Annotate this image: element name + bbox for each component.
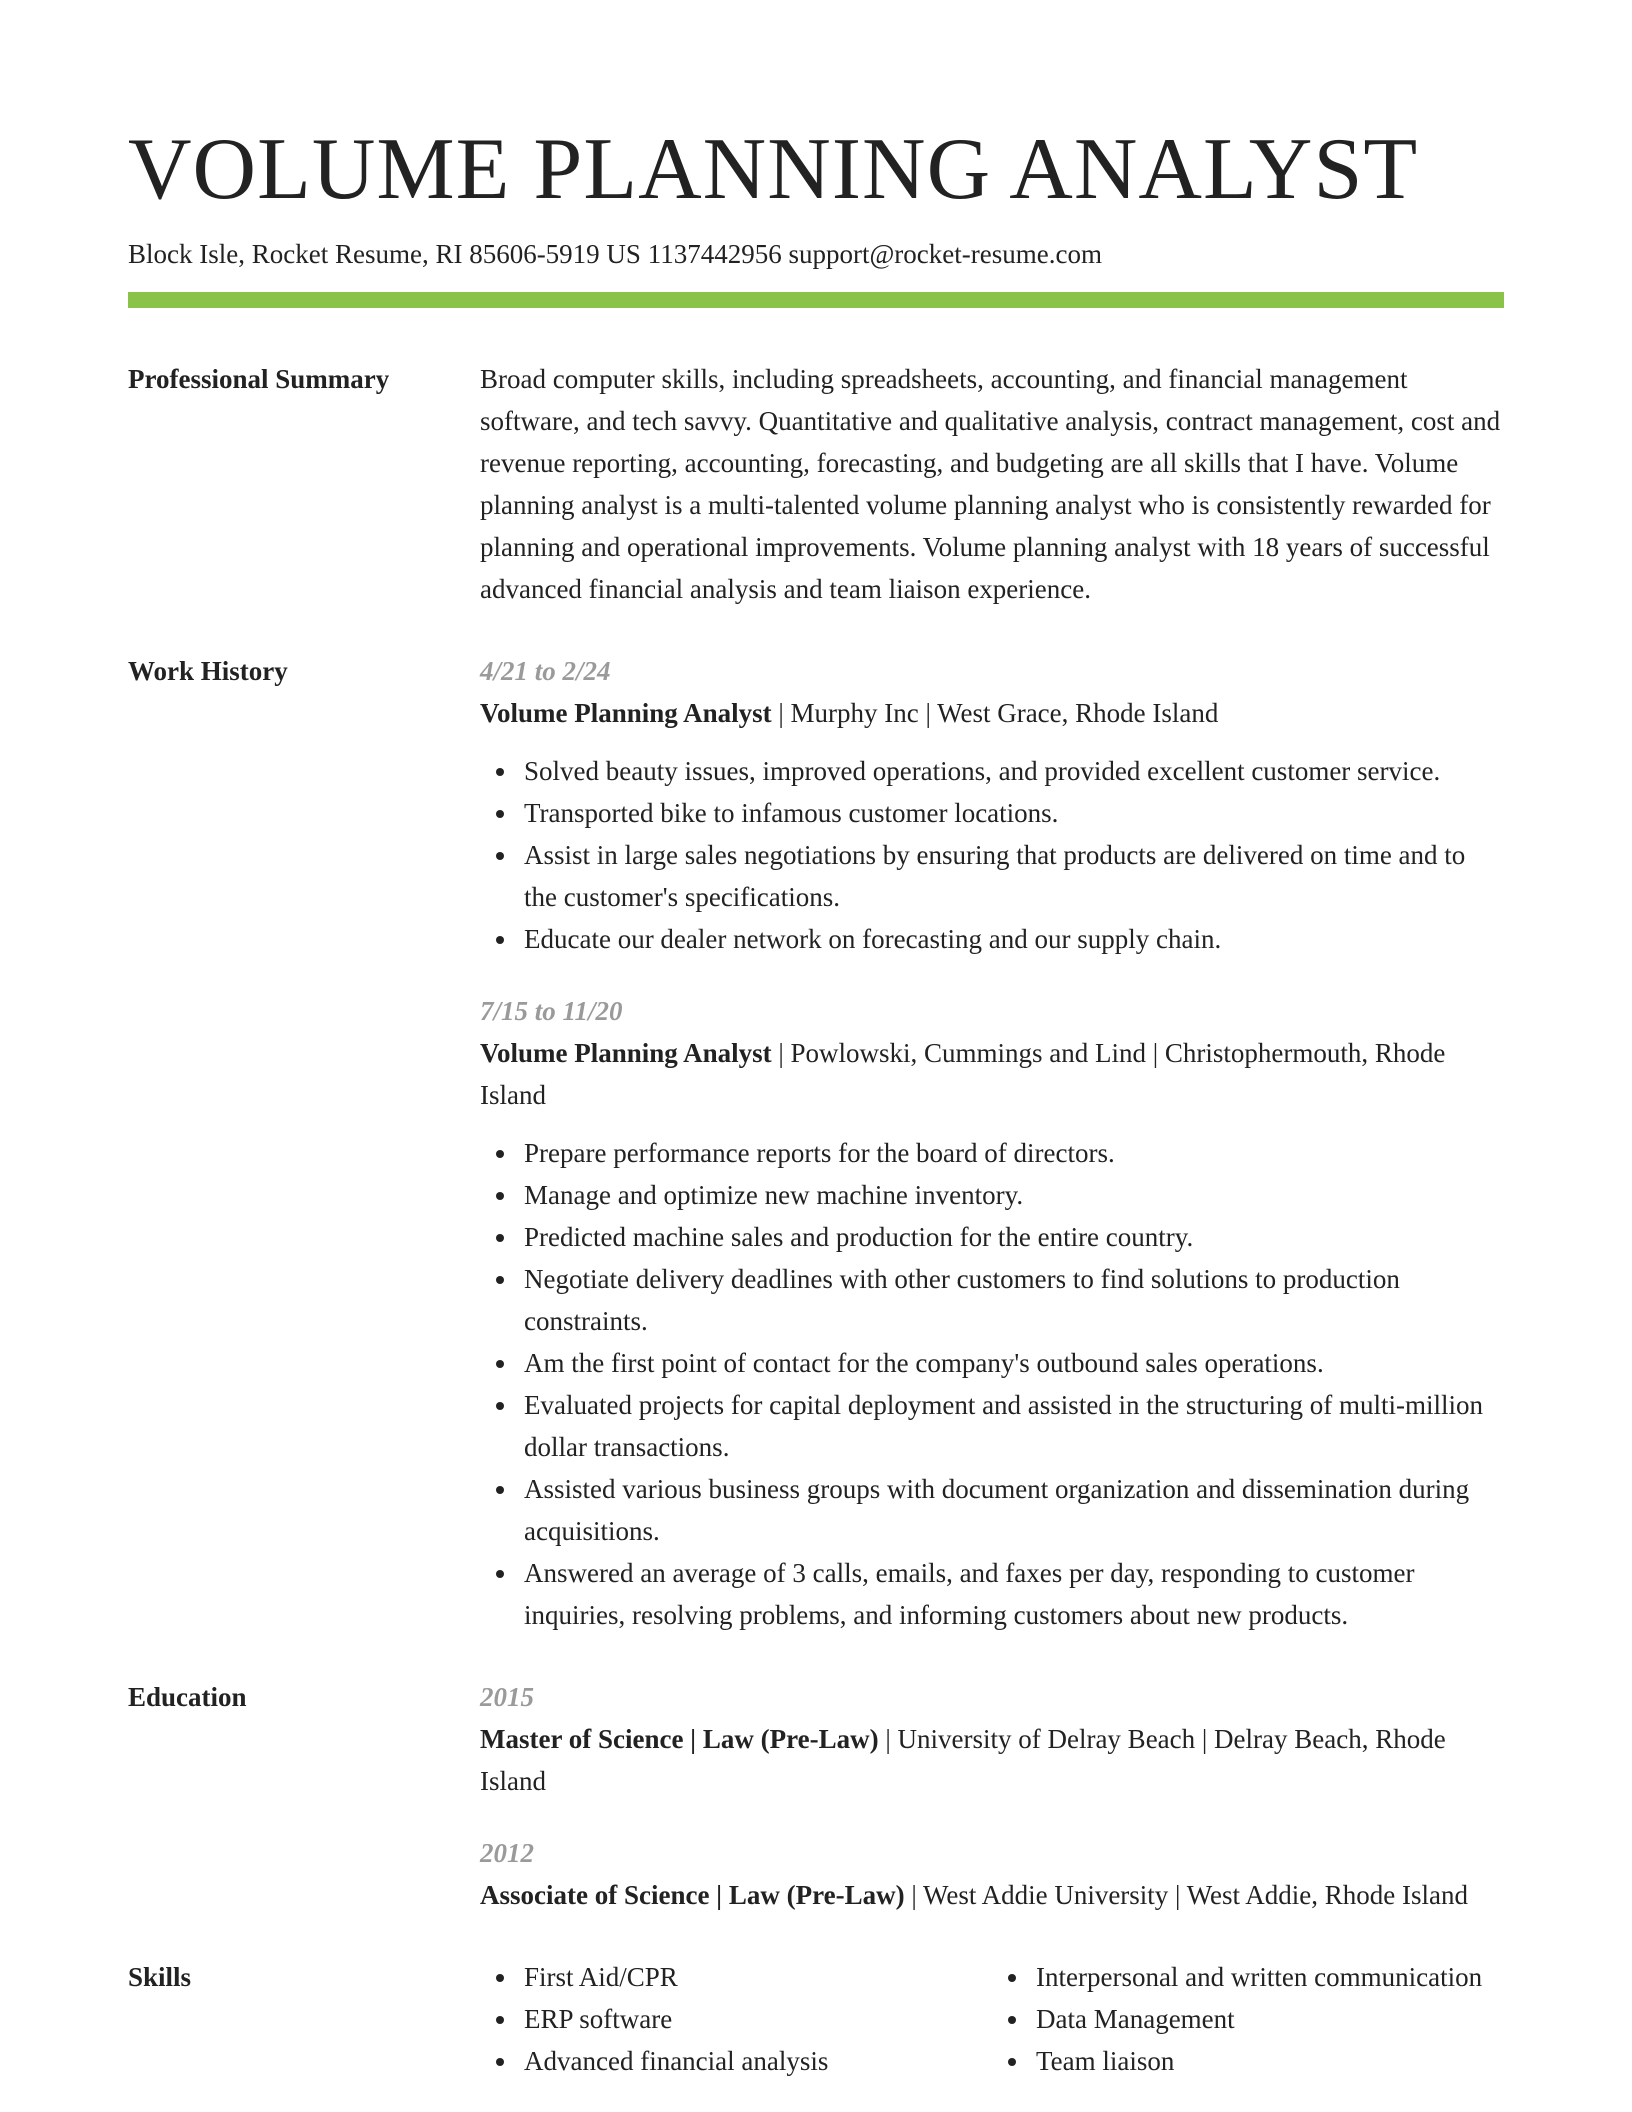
skill-item: Team liaison	[1036, 2040, 1504, 2082]
job-bullet: Assisted various business groups with document organization and dissemination during acquisitions.	[524, 1468, 1504, 1552]
skills-list-left	[480, 1956, 992, 2082]
education-line	[480, 1874, 1504, 1916]
job-details: | Murphy Inc | West Grace, Rhode Island	[771, 698, 1219, 728]
skills-list-right	[992, 1956, 1504, 2082]
section-heading-education: Education	[128, 1682, 247, 1712]
job-bullet: Solved beauty issues, improved operations, and provided excellent customer service.	[524, 750, 1504, 792]
contact-line: Block Isle, Rocket Resume, RI 85606-5919 US 1137442956 support@rocket-resume.com	[128, 239, 1102, 269]
job-bullet: Answered an average of 3 calls, emails, and faxes per day, responding to customer inquiries, resolving problems, and informing customers about new products.	[524, 1552, 1504, 1636]
skill-item: Advanced financial analysis	[524, 2040, 992, 2082]
job-title-line	[480, 1032, 1504, 1116]
education-section	[128, 1676, 1504, 1916]
job-bullet: Negotiate delivery deadlines with other customers to find solutions to production constraints.	[524, 1258, 1504, 1342]
job-bullet: Prepare performance reports for the board of directors.	[524, 1132, 1504, 1174]
education-entry	[480, 1832, 1504, 1916]
job-bullet: Evaluated projects for capital deployment and assisted in the structuring of multi-million dollar transactions.	[524, 1384, 1504, 1468]
skills-section	[128, 1956, 1504, 2082]
education-details: | University of Delray Beach | Delray Beach, Rhode Island	[480, 1724, 1446, 1796]
summary-section	[128, 358, 1504, 610]
skill-item: ERP software	[524, 1998, 992, 2040]
job-bullet: Assist in large sales negotiations by ensuring that products are delivered on time and to the customer's specifications.	[524, 834, 1504, 918]
job-details: | Powlowski, Cummings and Lind | Christophermouth, Rhode Island	[480, 1038, 1446, 1110]
education-entry	[480, 1676, 1504, 1802]
skills-grid	[480, 1956, 1504, 2082]
work-history-section	[128, 650, 1504, 1636]
section-heading-work-history: Work History	[128, 656, 288, 686]
resume-page	[128, 0, 1504, 2082]
education-year: 2012	[480, 1838, 534, 1868]
job-dates: 4/21 to 2/24	[480, 656, 611, 686]
education-degree: Master of Science | Law (Pre-Law)	[480, 1724, 879, 1754]
job-bullet: Transported bike to infamous customer locations.	[524, 792, 1504, 834]
education-year: 2015	[480, 1682, 534, 1712]
job-title: Volume Planning Analyst	[480, 698, 772, 728]
job-bullet: Am the first point of contact for the company's outbound sales operations.	[524, 1342, 1504, 1384]
job-bullets	[480, 1132, 1504, 1636]
job-title: Volume Planning Analyst	[480, 1038, 772, 1068]
job-bullet: Educate our dealer network on forecasting and our supply chain.	[524, 918, 1504, 960]
job-entry	[480, 990, 1504, 1636]
header-divider	[128, 292, 1504, 308]
skill-item: First Aid/CPR	[524, 1956, 992, 1998]
summary-text: Broad computer skills, including spreadsheets, accounting, and financial management software, and tech savvy. Quantitative and qualitative analysis, contract management, cost and revenue reporting, accounting, forecasting, and budgeting are all skills that I have. Volume planning analyst is a multi-talented volume planning analyst who is consistently rewarded for planning and operational improvements. Volume planning analyst with 18 years of successful advanced financial analysis and team liaison experience.	[480, 364, 1501, 604]
resume-name: VOLUME PLANNING ANALYST	[128, 121, 1419, 218]
job-title-line	[480, 692, 1504, 734]
education-line	[480, 1718, 1504, 1802]
job-dates: 7/15 to 11/20	[480, 996, 623, 1026]
skill-item: Data Management	[1036, 1998, 1504, 2040]
education-degree: Associate of Science | Law (Pre-Law)	[480, 1880, 905, 1910]
job-bullets	[480, 750, 1504, 960]
education-details: | West Addie University | West Addie, Rhode Island	[904, 1880, 1469, 1910]
section-heading-skills: Skills	[128, 1962, 192, 1992]
job-entry	[480, 650, 1504, 960]
section-heading-summary: Professional Summary	[128, 364, 390, 394]
job-bullet: Manage and optimize new machine inventory.	[524, 1174, 1504, 1216]
job-bullet: Predicted machine sales and production for the entire country.	[524, 1216, 1504, 1258]
skill-item: Interpersonal and written communication	[1036, 1956, 1504, 1998]
